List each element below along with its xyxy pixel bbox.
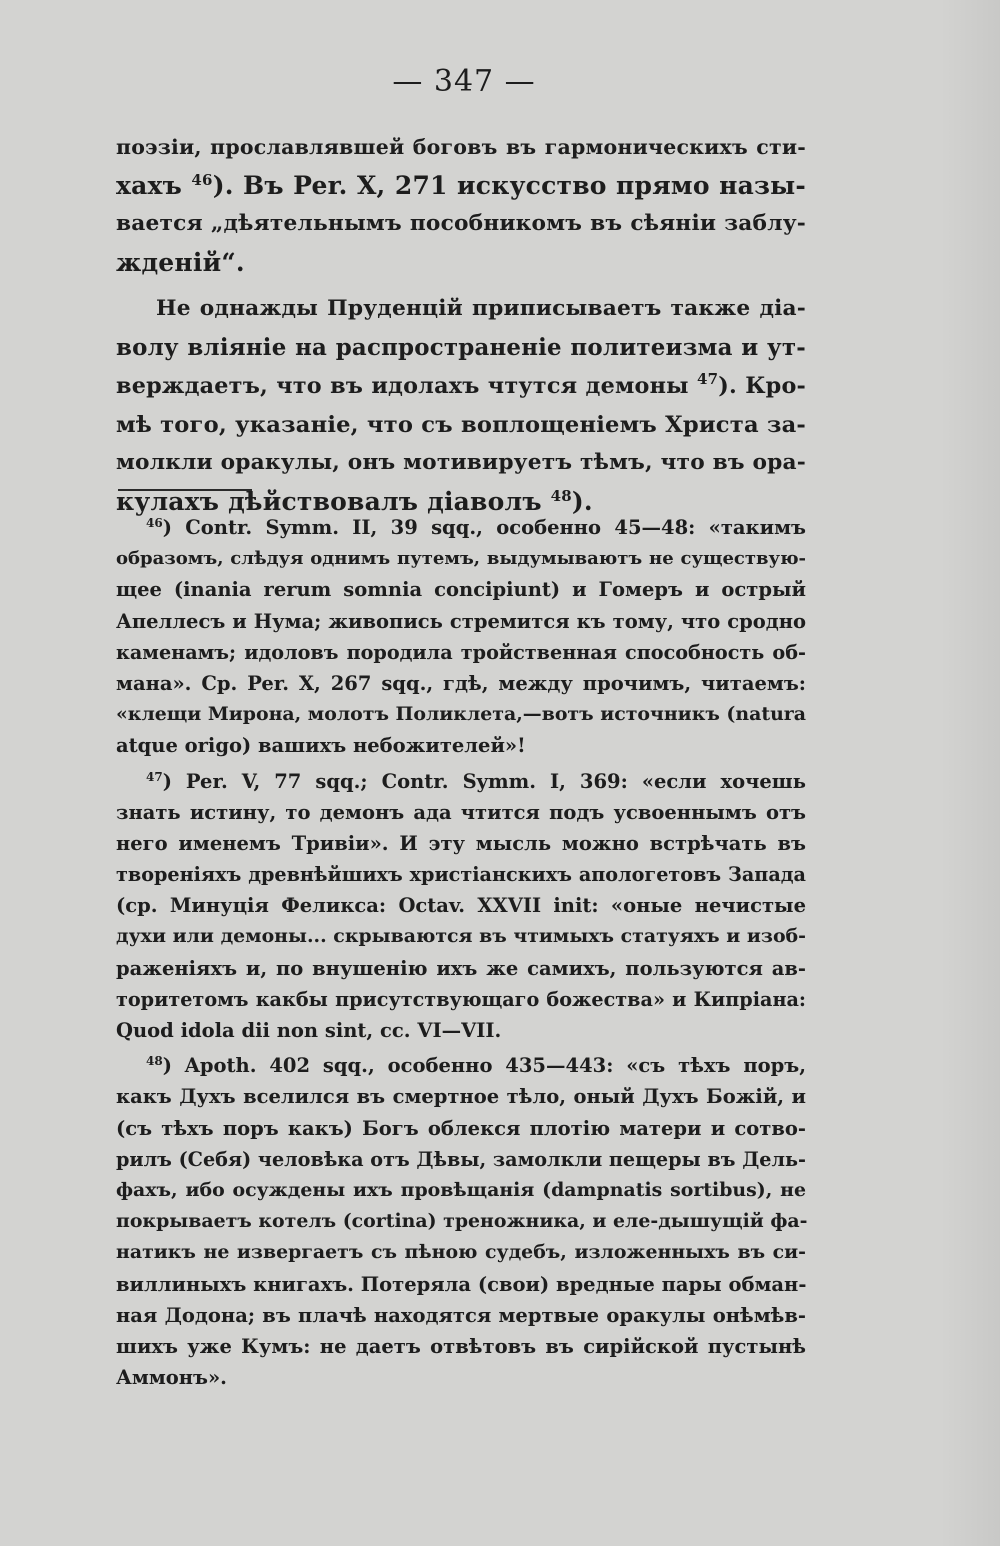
footnote-line: «клещи Мирона, молотъ Поликлета,—вотъ источникъ (natura [116,703,806,726]
footnote-divider [118,489,252,491]
footnote-ref: 47 [696,370,719,388]
footnote-line: раженіяхъ и, по внушенію ихъ же самихъ, пользуются ав- [116,956,806,980]
text-line: верждаетъ, что въ идолахъ чтутся демоны $^{47}$). Кро- [116,370,806,399]
page-number: — 347 — [392,64,536,99]
footnote-line: (съ тѣхъ поръ какъ) Богъ облекся плотію матери и сотво- [116,1116,806,1140]
footnote-line: него именемъ Тривіи». И эту мысль можно встрѣчать въ [116,831,806,855]
footnote-48 [116,1050,806,1393]
footnotes [116,512,806,1393]
footnote-line: мана». Ср. Per. X, 267 sqq., гдѣ, между прочимъ, читаемъ: [116,671,806,695]
footnote-line: Quod idola dii non sint, cc. VI—VII. [116,1019,502,1042]
footnote-line: покрываетъ котелъ (cortina) треножника, и еле-дышущій фа- [116,1210,808,1233]
footnote-line: $^{46}$) Contr. Symm. II, 39 sqq., особенно 45—48: «такимъ [146,516,806,539]
text-line: волу вліяніе на распространеніе политеизма и ут- [116,333,806,361]
text-line: молкли оракулы, онъ мотивируетъ тѣмъ, что въ ора- [116,450,806,475]
footnote-line: натикъ не извергаетъ съ пѣною судебъ, изложенныхъ въ си- [116,1241,806,1264]
footnote-line: знать истину, то демонъ ада чтится подъ усвоеннымъ отъ [116,800,806,824]
footnote-line: виллиныхъ книгахъ. Потеряла (свои) вредные пары обман- [116,1272,807,1296]
footnote-number: 48 [146,1054,163,1069]
footnote-line: щее (inania rerum somnia concipiunt) и Гомеръ и острый [116,578,806,602]
text-line: мѣ того, указаніе, что съ воплощеніемъ Христа за- [116,411,806,438]
text-line: кулахъ дѣйствовалъ діаволъ $^{48}$). [116,486,593,516]
footnote-line: atque origo) вашихъ небожителей»! [116,734,526,758]
footnote-line: твореніяхъ древнѣйшихъ христіанскихъ апологетовъ Запада [116,863,806,887]
footnote-line: духи или демоны... скрываются въ чтимыхъ статуяхъ и изоб- [116,925,806,948]
footnote-ref: 46 [191,170,213,189]
text-line: Не однажды Пруденцій приписываетъ также діа- [156,296,806,321]
footnote-line: рилъ (Себя) человѣка отъ Дѣвы, замолкли пещеры въ Дель- [116,1147,806,1171]
footnote-number: 46 [146,516,163,530]
footnote-line: шихъ уже Кумъ: не даетъ отвѣтовъ въ сирійской пустынѣ [116,1334,806,1358]
footnote-line: Апеллесъ и Нума; живопись стремится къ тому, что сродно [116,609,806,633]
footnote-47 [116,766,806,1047]
footnote-line: ная Додона; въ плачѣ находятся мертвые оракулы онѣмѣв- [116,1303,806,1327]
footnote-line: образомъ, слѣдуя однимъ путемъ, выдумываютъ не существую- [116,548,806,570]
footnote-line: какъ Духъ вселился въ смертное тѣло, оный Духъ Божій, и [116,1085,806,1109]
footnote-line: каменамъ; идоловъ породила тройственная способность об- [116,640,806,664]
footnote-number: 47 [146,769,163,784]
text-line: жденій“. [116,247,245,277]
footnote-line: $^{48}$) Apoth. 402 sqq., особенно 435—443: «съ тѣхъ поръ, [146,1054,806,1078]
footnote-46 [116,512,806,762]
footnote-line: торитетомъ какбы присутствующаго божества» и Кипріана: [116,987,806,1011]
main-text [116,128,806,521]
text-line: поэзіи, прославлявшей боговъ въ гармоническихъ сти- [116,135,806,159]
footnote-line: $^{47}$) Per. V, 77 sqq.; Contr. Symm. I, 369: «если хочешь [146,769,806,793]
text-line: вается „дѣятельнымъ пособникомъ въ сѣяніи заблу- [116,211,806,236]
footnote-line: фахъ, ибо осуждены ихъ провѣщанія (dampnatis sortibus), не [116,1178,806,1201]
text-line: хахъ $^{46}$). Въ Per. X, 271 искусство прямо назы- [116,170,806,200]
footnote-ref: 48 [550,486,572,505]
scan-edge-shadow [940,0,1000,1546]
footnote-line: Аммонъ». [116,1366,227,1390]
footnote-line: (ср. Минуція Феликса: Octav. XXVII init: «оные нечистые [116,894,806,918]
